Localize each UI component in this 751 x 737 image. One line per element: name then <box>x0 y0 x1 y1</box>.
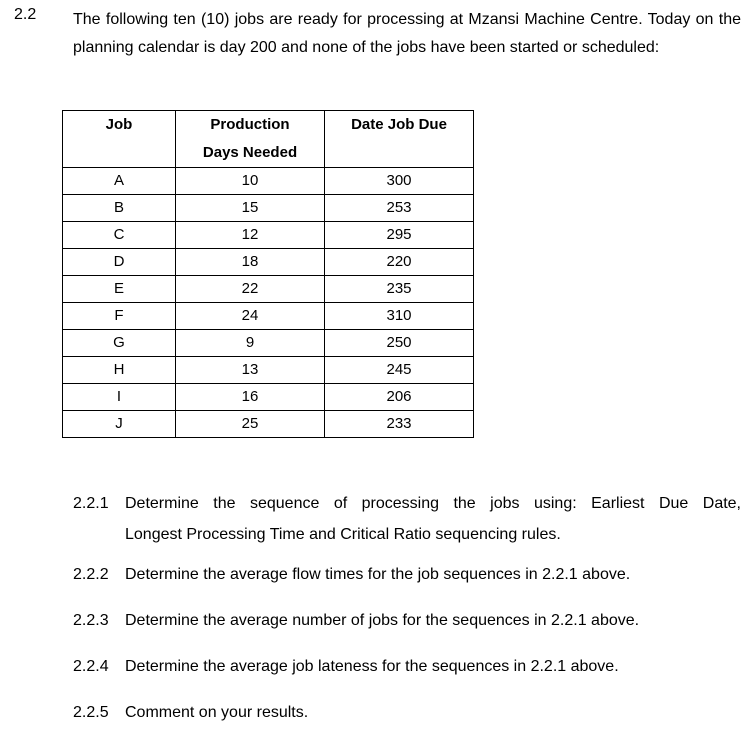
table-row <box>63 195 474 222</box>
header-production-days-line1: Production <box>210 116 290 133</box>
table-row <box>63 168 474 195</box>
cell-days: 12 <box>176 222 325 249</box>
header-production-days-line2: Days Needed <box>202 144 298 161</box>
subquestion-2-2-2 <box>73 566 630 584</box>
subquestion-2-2-3 <box>73 612 639 630</box>
cell-days: 25 <box>176 411 325 438</box>
table-row <box>63 249 474 276</box>
cell-due: 220 <box>325 249 474 276</box>
cell-due: 235 <box>325 276 474 303</box>
cell-job: A <box>63 168 176 195</box>
subquestion-text: Determine the average job lateness for the sequences in 2.2.1 above. <box>125 658 619 675</box>
cell-days: 16 <box>176 384 325 411</box>
cell-job: I <box>63 384 176 411</box>
cell-due: 250 <box>325 330 474 357</box>
cell-job: C <box>63 222 176 249</box>
cell-job: H <box>63 357 176 384</box>
cell-due: 233 <box>325 411 474 438</box>
cell-job: B <box>63 195 176 222</box>
subquestion-text: Determine the sequence of processing the jobs using: Earliest Due Date, <box>125 495 741 512</box>
subquestion-text: Determine the average flow times for the job sequences in 2.2.1 above. <box>125 566 631 583</box>
subquestion-2-2-1 <box>73 488 741 550</box>
cell-due: 295 <box>325 222 474 249</box>
subquestion-line2: Longest Processing Time and Critical Ratio sequencing rules. <box>125 526 561 543</box>
table-row <box>63 222 474 249</box>
cell-days: 10 <box>176 168 325 195</box>
header-job: Job <box>63 111 176 168</box>
cell-job: J <box>63 411 176 438</box>
subquestion-text: Comment on your results. <box>125 704 309 721</box>
cell-job: D <box>63 249 176 276</box>
cell-job: F <box>63 303 176 330</box>
question-intro: The following ten (10) jobs are ready for processing at Mzansi Machine Centre. Today on the planning calendar is day 200 and none of the jobs have been started or scheduled: <box>73 11 741 56</box>
subquestion-number: 2.2.2 <box>73 566 109 583</box>
cell-days: 24 <box>176 303 325 330</box>
cell-job: E <box>63 276 176 303</box>
subquestion-line1 <box>73 488 741 519</box>
question-number: 2.2 <box>14 6 37 23</box>
cell-days: 9 <box>176 330 325 357</box>
subquestion-2-2-5 <box>73 704 308 722</box>
cell-job: G <box>63 330 176 357</box>
subquestion-2-2-4 <box>73 658 619 676</box>
table-row <box>63 411 474 438</box>
cell-due: 253 <box>325 195 474 222</box>
subquestion-number: 2.2.4 <box>73 658 109 675</box>
cell-due: 300 <box>325 168 474 195</box>
cell-days: 13 <box>176 357 325 384</box>
table-row <box>63 384 474 411</box>
table-row <box>63 303 474 330</box>
cell-days: 22 <box>176 276 325 303</box>
cell-days: 15 <box>176 195 325 222</box>
table-row <box>63 330 474 357</box>
header-date-due: Date Job Due <box>325 111 474 168</box>
cell-due: 310 <box>325 303 474 330</box>
table-header-row <box>63 111 474 168</box>
subquestion-text: Determine the average number of jobs for the sequences in 2.2.1 above. <box>125 612 640 629</box>
subquestion-number: 2.2.1 <box>73 495 109 512</box>
subquestion-number: 2.2.5 <box>73 704 109 721</box>
jobs-table <box>62 110 474 438</box>
cell-due: 245 <box>325 357 474 384</box>
cell-due: 206 <box>325 384 474 411</box>
table-row <box>63 357 474 384</box>
cell-days: 18 <box>176 249 325 276</box>
table-row <box>63 276 474 303</box>
subquestion-number: 2.2.3 <box>73 612 109 629</box>
header-production-days <box>176 111 325 168</box>
